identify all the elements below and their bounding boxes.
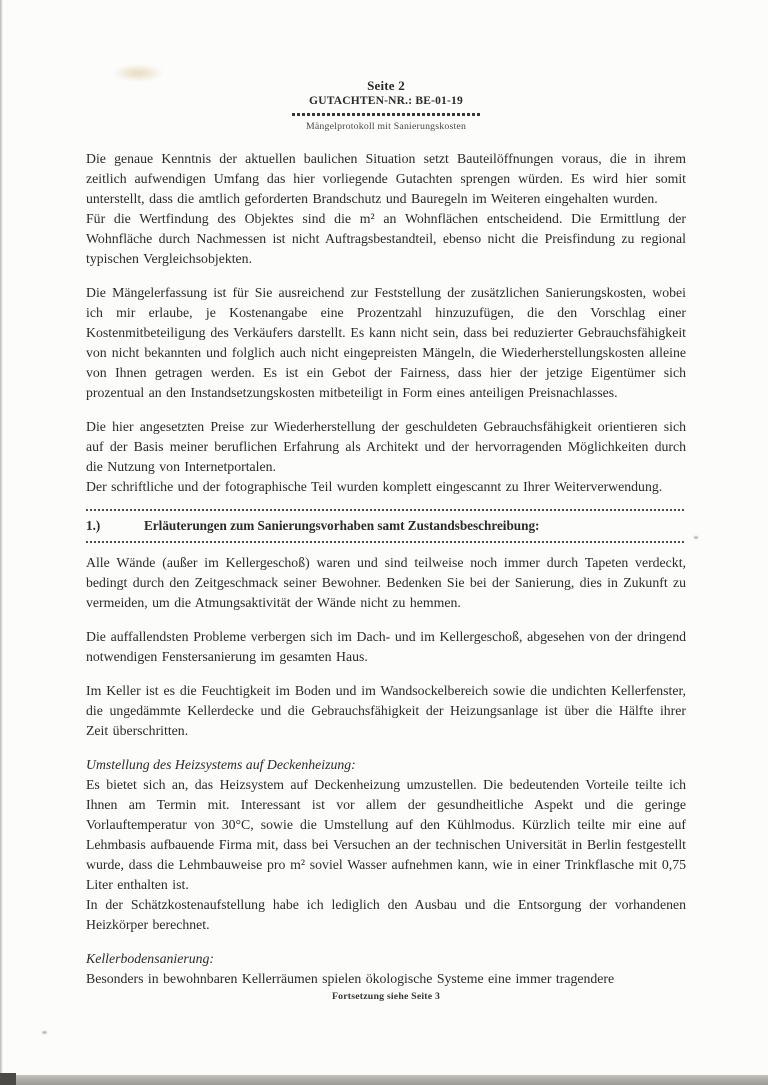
continuation-note: Fortsetzung siehe Seite 3 [331,991,441,1003]
section-divider-bottom [86,541,686,543]
report-number: GUTACHTEN-NR.: BE-01-19 [309,95,463,108]
paragraph: Die genaue Kenntnis der aktuellen baulichen Situation setzt Bauteilöffnungen voraus, die in ihrem zeitlich aufwendigen Umfang das hier vorliegende Gutachten sprengen würden. Es wird hier somit unterstellt, dass die amtlich geforderten Brandschutz und Bauregeln im Weiteren eingehalten wurden. [86,151,686,207]
paragraph: Im Keller ist es die Feuchtigkeit im Boden und im Wandsockelbereich sowie die undichten Kellerfenster, die ungedämmte Kellerdecke und die Gebrauchsfähigkeit der Heizungsanlage ist über die Hälfte ihrer Zeit überschritten. [86,683,686,739]
scan-edge-bottom [0,1075,768,1085]
scan-speck [42,1031,47,1034]
section-number: 1.) [86,518,101,534]
header-divider [292,113,480,116]
paragraph: Die hier angesetzten Preise zur Wiederherstellung der geschuldeten Gebrauchsfähigkeit orientieren sich auf der Basis meiner beruflichen Erfahrung als Architekt und der hervorragenden Möglichkeiten durch die Nutzung von Internetportalen. [86,419,686,475]
section-title: Erläuterungen zum Sanierungsvorhaben samt Zustandsbeschreibung: [144,518,540,534]
section-heading [86,517,686,535]
paragraph: Die auffallendsten Probleme verbergen sich im Dach- und im Kellergeschoß, abgesehen von der dringend notwendigen Fenstersanierung im gesamten Haus. [86,629,686,665]
paragraph: In der Schätzkostenaufstellung habe ich lediglich den Ausbau und die Entsorgung der vorhandenen Heizkörper berechnet. [86,897,686,933]
document-subtitle: Mängelprotokoll mit Sanierungskosten [305,120,467,132]
section-divider-top [86,509,686,511]
scan-edge-corner [0,1073,16,1085]
subheading-cellar: Kellerbodensanierung: [86,951,214,967]
scan-edge-left [0,0,3,1085]
page-number-label: Seite 2 [367,78,405,93]
document-body [86,149,686,1002]
paragraph: Besonders in bewohnbaren Kellerräumen spielen ökologische Systeme eine immer tragendere [86,971,615,987]
paragraph: Der schriftliche und der fotographische Teil wurden komplett eingescannt zu Ihrer Weiterverwendung. [86,479,663,495]
paragraph: Die Mängelerfassung ist für Sie ausreichend zur Feststellung der zusätzlichen Sanierungskosten, wobei ich mir erlaube, je Kostenangabe eine Prozentzahl hinzuzufügen, die den Vorschlag einer Kostenmitbeteiligung des Verkäufers darstellt. Es kann nicht sein, dass bei reduzierter Gebrauchsfähigkeit von nicht bekannten und folglich auch nicht eingepreisten Mängeln, die Wiederherstellungskosten alleine von Ihnen getragen werden. Es ist ein Gebot der Fairness, dass hier der jetzige Eigentümer sich prozentual an den Instandsetzungskosten mitbeteiligt in Form eines anteiligen Preisnachlasses. [86,285,686,401]
paragraph: Alle Wände (außer im Kellergeschoß) waren und sind teilweise noch immer durch Tapeten verdeckt, bedingt durch den Zeitgeschmack seiner Bewohner. Bedenken Sie bei der Sanierung, dies in Zukunft zu vermeiden, um die Atmungsaktivität der Wände nicht zu hemmen. [86,555,686,611]
subheading-heating: Umstellung des Heizsystems auf Deckenheizung: [86,757,356,773]
document-header [86,78,686,132]
paragraph: Für die Wertfindung des Objektes sind die m² an Wohnflächen entscheidend. Die Ermittlung der Wohnfläche durch Nachmessen ist nicht Auftragsbestandteil, ebenso nicht die Preisfindung zu regional typischen Vergleichsobjekten. [86,211,686,267]
paragraph: Es bietet sich an, das Heizsystem auf Deckenheizung umzustellen. Die bedeutenden Vorteile teilte ich Ihnen am Termin mit. Interessant ist vor allem der gesundheitliche Aspekt und die geringe Vorlauftemperatur von 30°C, sowie die Umstellung auf den Kühlmodus. Kürzlich teilte mir eine auf Lehmbasis aufbauende Firma mit, dass bei Versuchen an der technischen Universität in Berlin festgestellt wurde, dass die Lehmbauweise pro m² soviel Wasser aufnehmen kann, wie in einer Trinkflasche mit 0,75 Liter enthalten ist. [86,777,686,893]
